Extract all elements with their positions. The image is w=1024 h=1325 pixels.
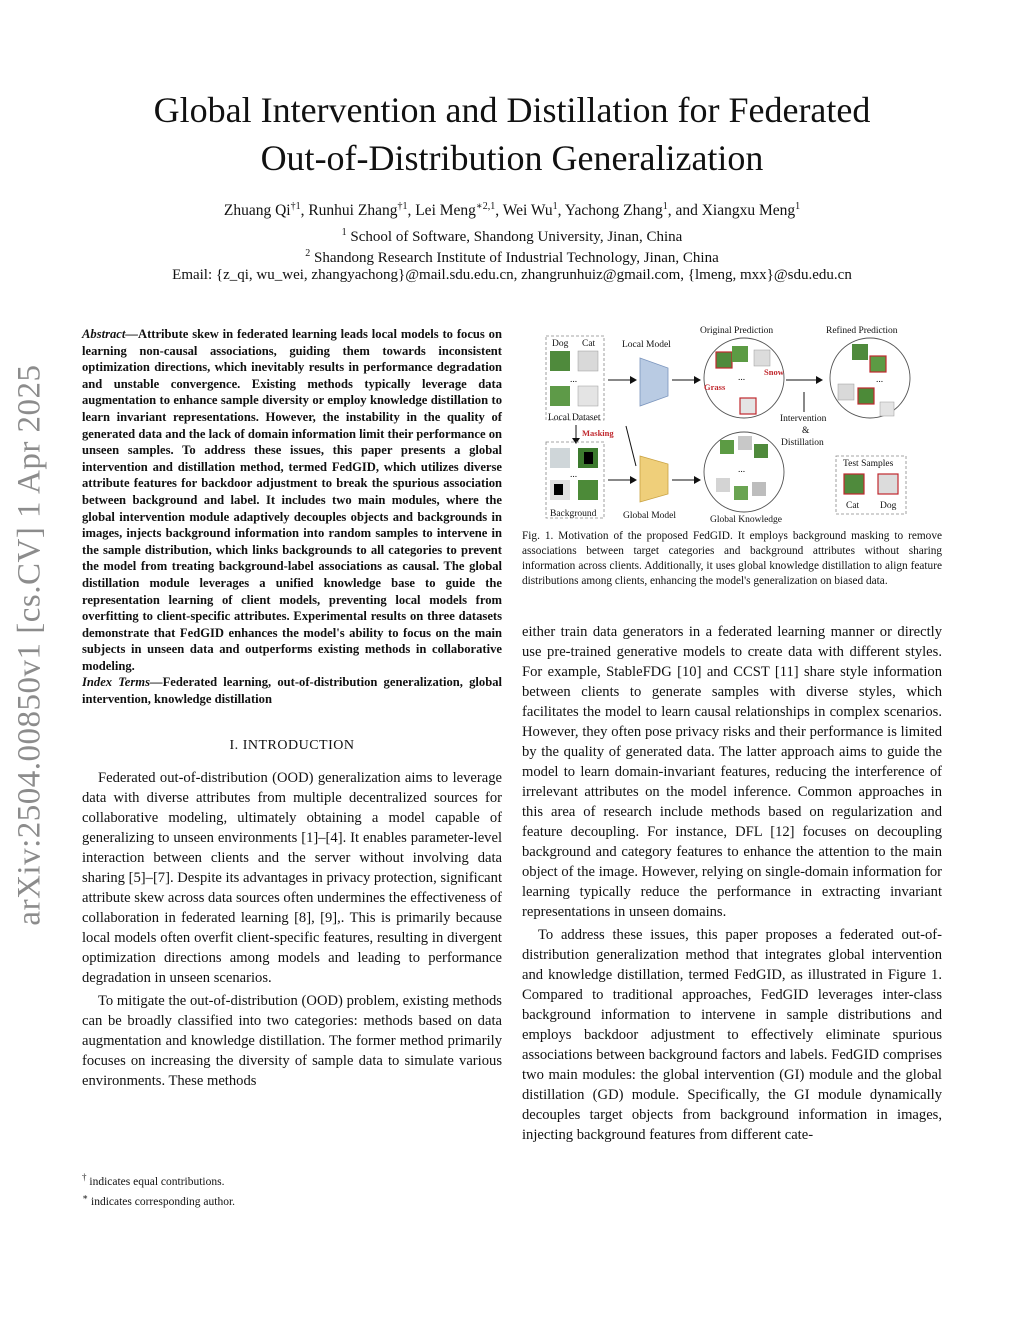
affiliation-1: $^1$ School of Software, Shandong University, Jinan, China	[341, 227, 683, 245]
label-global-model: Global Model	[623, 511, 677, 521]
author: Zhuang Qi$^{\dagger 1}$,	[223, 200, 309, 219]
refined-prediction-circle	[830, 338, 910, 418]
author: Lei Meng$^{∗2,1}$,	[415, 200, 503, 219]
label-ampersand: &	[802, 426, 810, 436]
mask-block-1	[584, 452, 593, 464]
mask-block-2	[554, 484, 563, 495]
figure-diagram	[540, 322, 940, 528]
intro-body-left	[82, 768, 502, 1091]
figure-caption: Fig. 1. Motivation of the proposed FedGID. It employs background masking to remove associations between target categories and background attributes without sharing information across clients. Additionally, it uses global knowledge distillation to align feature distributions among clients, enhancing the model's generalization on biased data.	[522, 530, 942, 587]
title-line-2: Out-of-Distribution Generalization	[260, 138, 764, 178]
intro-body-right	[522, 622, 942, 1145]
label-local-dataset: Local Dataset	[548, 413, 601, 423]
thumb-bg-4	[578, 480, 598, 500]
affiliation-2: $^2$ Shandong Research Institute of Industrial Technology, Jinan, China	[305, 248, 719, 266]
thumb-cat-snow-2	[578, 386, 598, 406]
ellipsis: ...	[570, 375, 578, 385]
index-terms: Index Terms—Federated learning, out-of-distribution generalization, global intervention, knowledge distillation	[82, 675, 502, 707]
thumb-cat-snow	[578, 351, 598, 371]
footnotes	[82, 1170, 502, 1210]
label-test-dog: Dog	[880, 501, 897, 511]
author-list	[60, 201, 964, 221]
label-distillation: Distillation	[781, 438, 824, 448]
paragraph: To mitigate the out-of-distribution (OOD) problem, existing methods can be broadly classified into two categories: methods based on data augmentation and knowledge distillation. The former method primarily focuses on increasing the diversity of sample data to simulate various environments. These methods	[82, 992, 502, 1089]
label-masking: Masking	[582, 428, 614, 438]
paragraph: To address these issues, this paper proposes a federated out-of-distribution generalization method that integrates global intervention and knowledge distillation, termed FedGID, as illustrated in Figure 1. Compared to traditional approaches, FedGID leverages inter-class background information to intervene in sample distributions and employs backdoor adjustment to effectively eliminate spurious associations between background factors and labels. FedGID comprises two main modules: the global intervention (GI) module and the global distillation (GD) module. Specifically, the GI module dynamically decouples target objects from background information in images, injecting background features from different cate-	[522, 927, 942, 1143]
label-test-samples: Test Samples	[843, 459, 894, 469]
paragraph: Federated out-of-distribution (OOD) generalization aims to leverage data with diverse attributes from multiple decentralized sources for collaborative modeling, ultimately obtaining a model capable of generalizing to unseen environments [1]–[4]. It enables parameter-level interaction between clients and the server without involving data sharing [5]–[7]. Despite its advantages in privacy protection, significant attribute skew across data sources often undermines the effectiveness of collaboration in federated learning [8], [9],. This is primarily because local models often overfit client-specific features, resulting in divergent optimization directions among models and leading to performance degradation in unseen scenarios.	[82, 769, 502, 986]
label-original-prediction: Original Prediction	[700, 326, 774, 336]
paragraph: either train data generators in a federated learning manner or directly use pre-trained generative models to create data with different styles. For example, StableFDG [10] and CCST [11] share style information between clients to generate samples with diverse styles, which facilitates the model to learn causal relationships in complex scenarios. However, they often pose privacy risks and their performance is limited by the quality of generated data. The latter approach aims to guide the model to learn domain-invariant features, reducing the interference of irrelevant attributes on the model inference. Common approaches in this area of research include methods based on regularization and feature decoupling. For instance, DFL [12] focuses on decoupling background and category features to enhance the attention to the main object of the image. However, relying on single-domain information for learning typically reduce the performance in extracting invariant representations in unseen domains.	[522, 624, 942, 920]
paper-title	[60, 86, 964, 182]
ellipsis: ...	[738, 373, 746, 383]
title-line-1: Global Intervention and Distillation for Federated	[153, 90, 871, 130]
label-snow: Snow	[764, 367, 784, 377]
email-line: Email: {z_qi, wu_wei, zhangyachong}@mail.sdu.edu.cn, zhangrunhuiz@gmail.com, {lmeng, mxx}@sdu.edu.cn	[172, 267, 852, 283]
masking-arrowhead	[572, 438, 580, 444]
label-local-model: Local Model	[622, 340, 671, 350]
thumb-bg-1	[550, 448, 570, 468]
arxiv-stamp-text: arXiv:2504.00850v1 [cs.CV] 1 Apr 2025	[11, 364, 48, 926]
author: Wei Wu$^1$,	[502, 200, 565, 219]
footnote: † indicates equal contributions.	[82, 1172, 225, 1188]
local-model-shape	[640, 358, 668, 406]
footnote: ∗ indicates corresponding author.	[82, 1191, 236, 1208]
section-heading-introduction: I. INTRODUCTION	[229, 737, 355, 753]
arxiv-stamp	[0, 360, 60, 930]
label-global-knowledge: Global Knowledge	[710, 515, 783, 525]
arrow-dataset-to-global	[626, 426, 636, 466]
author: Xiangxu Meng$^1$	[701, 200, 801, 219]
label-intervention: Intervention	[780, 414, 827, 424]
thumb-dog-grass-2	[550, 386, 570, 406]
author: Runhui Zhang$^{\dagger 1}$,	[308, 200, 416, 219]
global-model-shape	[640, 456, 668, 502]
left-column	[82, 326, 502, 1091]
label-background: Background	[550, 509, 597, 519]
label-dog: Dog	[552, 339, 569, 349]
thumb-dog-grass	[550, 351, 570, 371]
ellipsis: ...	[570, 470, 578, 480]
label-grass: Grass	[704, 382, 726, 392]
label-cat: Cat	[582, 339, 596, 349]
author: Yachong Zhang$^1$, and	[564, 200, 702, 219]
label-refined-prediction: Refined Prediction	[826, 326, 898, 336]
figure-1	[540, 322, 940, 528]
ellipsis: ...	[738, 465, 746, 475]
ellipsis: ...	[876, 375, 884, 385]
label-test-cat: Cat	[846, 501, 860, 511]
abstract: Abstract—Attribute skew in federated learning leads local models to focus on learning non-causal associations, guiding them towards inconsistent optimization directions, which inevitably results in performance degradation and unstable convergence. Existing methods typically leverage data augmentation to enhance sample diversity or employ knowledge distillation to learn invariant representations. However, the instability in the quality of generated data and the lack of domain information limit their performance on unseen samples. To address these issues, this paper presents a global intervention and distillation method, termed FedGID, which utilizes diverse attribute features for backdoor adjustment to break the spurious association between background and label. It includes two main modules, where the global intervention module adaptively decouples objects and backgrounds in images, injects background information into random samples to intervene in the sample distribution, which links backgrounds to all categories to prevent the model from treating background-label associations as causal. The global distillation module leverages a unified knowledge base to guide the representation learning of client models, preventing local models from overfitting to client-specific attributes. Experimental results on three datasets demonstrate that FedGID enhances the model's ability to focus on the main subjects in unseen data and outperforms existing methods in collaborative modeling.	[82, 327, 502, 673]
